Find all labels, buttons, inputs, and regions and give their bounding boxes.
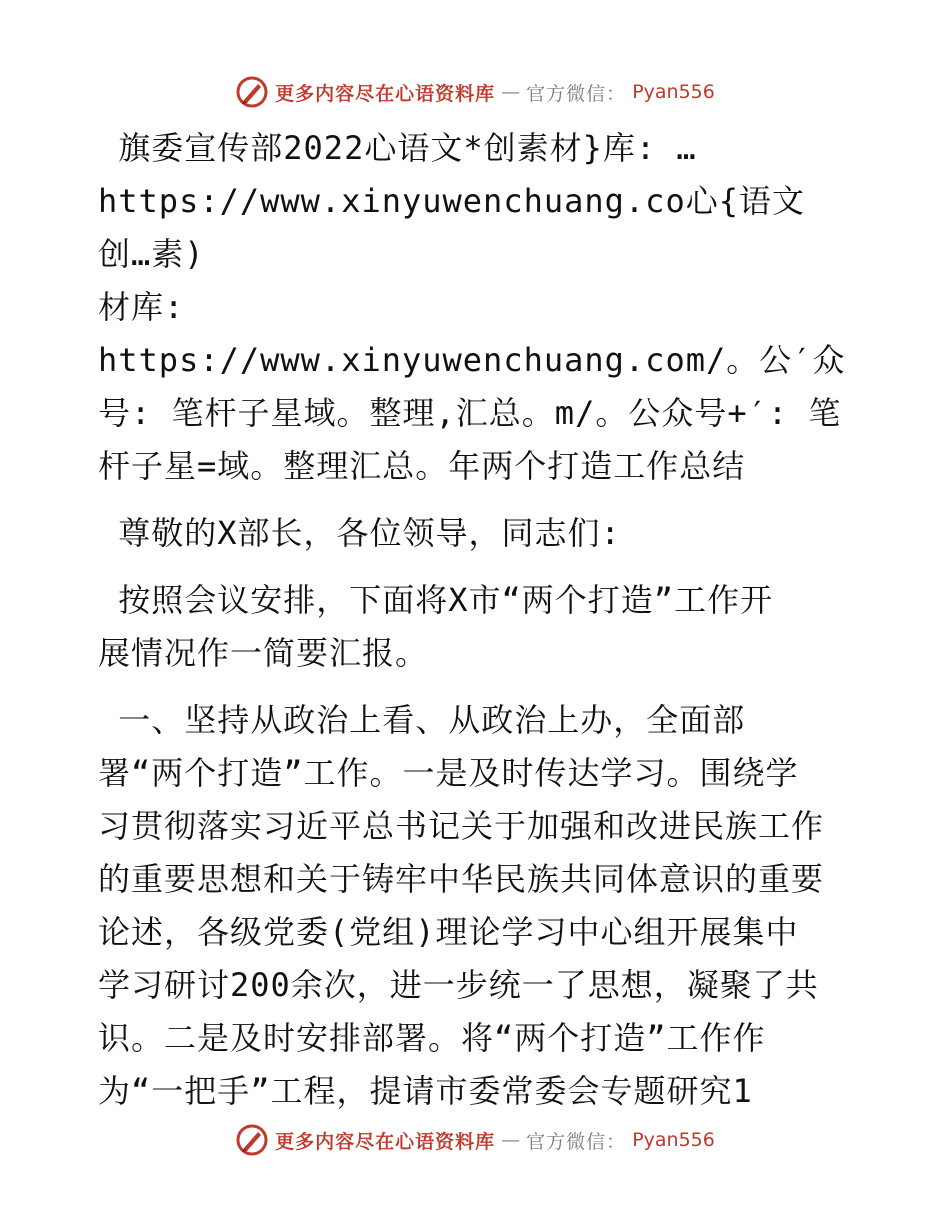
watermark-wechat-id: Pyan556 <box>632 81 715 103</box>
watermark-wechat-id: Pyan556 <box>632 1129 715 1151</box>
document-paragraph-section-one: 一、坚持从政治上看、从政治上办，全面部 署“两个打造”工作。一是及时传达学习。围绕学 习贯彻落实习近平总书记关于加强和改进民族工作 的重要思想和关于铸牢中华民族共同体意识的重要 论述，各级党委(党组)理论学习中心组开展集中 学习研讨200余次，进一步统一了思想，凝聚了共 识。二是及时安排部署。将“两个打造”工作作 为“一把手”工程，提请市委常委会专题研究1 <box>98 701 825 1110</box>
pen-logo-icon <box>235 1123 269 1157</box>
footer-watermark <box>0 1120 950 1160</box>
document-paragraph-intro: 旗委宣传部2022心语文*创素材}库: … https://www.xinyuwenchuang.co心{语文创…素) 材库: https://www.xinyuwenchuang.com/。公′众 号: 笔杆子星域。整理,汇总。m/。公众号+′: 笔 杆子星=域。整理汇总。年两个打造工作总结 <box>98 129 846 485</box>
document-paragraph-salutation: 尊敬的X部长，各位领导，同志们: <box>98 514 621 552</box>
document-body <box>98 122 858 1118</box>
watermark-separator: — <box>501 1129 521 1151</box>
watermark-subtitle: 官方微信： <box>526 1130 627 1153</box>
pen-logo-icon <box>235 75 269 109</box>
watermark-title: 更多内容尽在心语资料库 <box>275 1130 496 1153</box>
header-watermark <box>0 72 950 112</box>
watermark-title: 更多内容尽在心语资料库 <box>275 82 496 105</box>
document-paragraph-opening: 按照会议安排，下面将X市“两个打造”工作开 展情况作一简要汇报。 <box>98 581 774 672</box>
watermark-subtitle: 官方微信： <box>526 82 627 105</box>
watermark-separator: — <box>501 81 521 103</box>
